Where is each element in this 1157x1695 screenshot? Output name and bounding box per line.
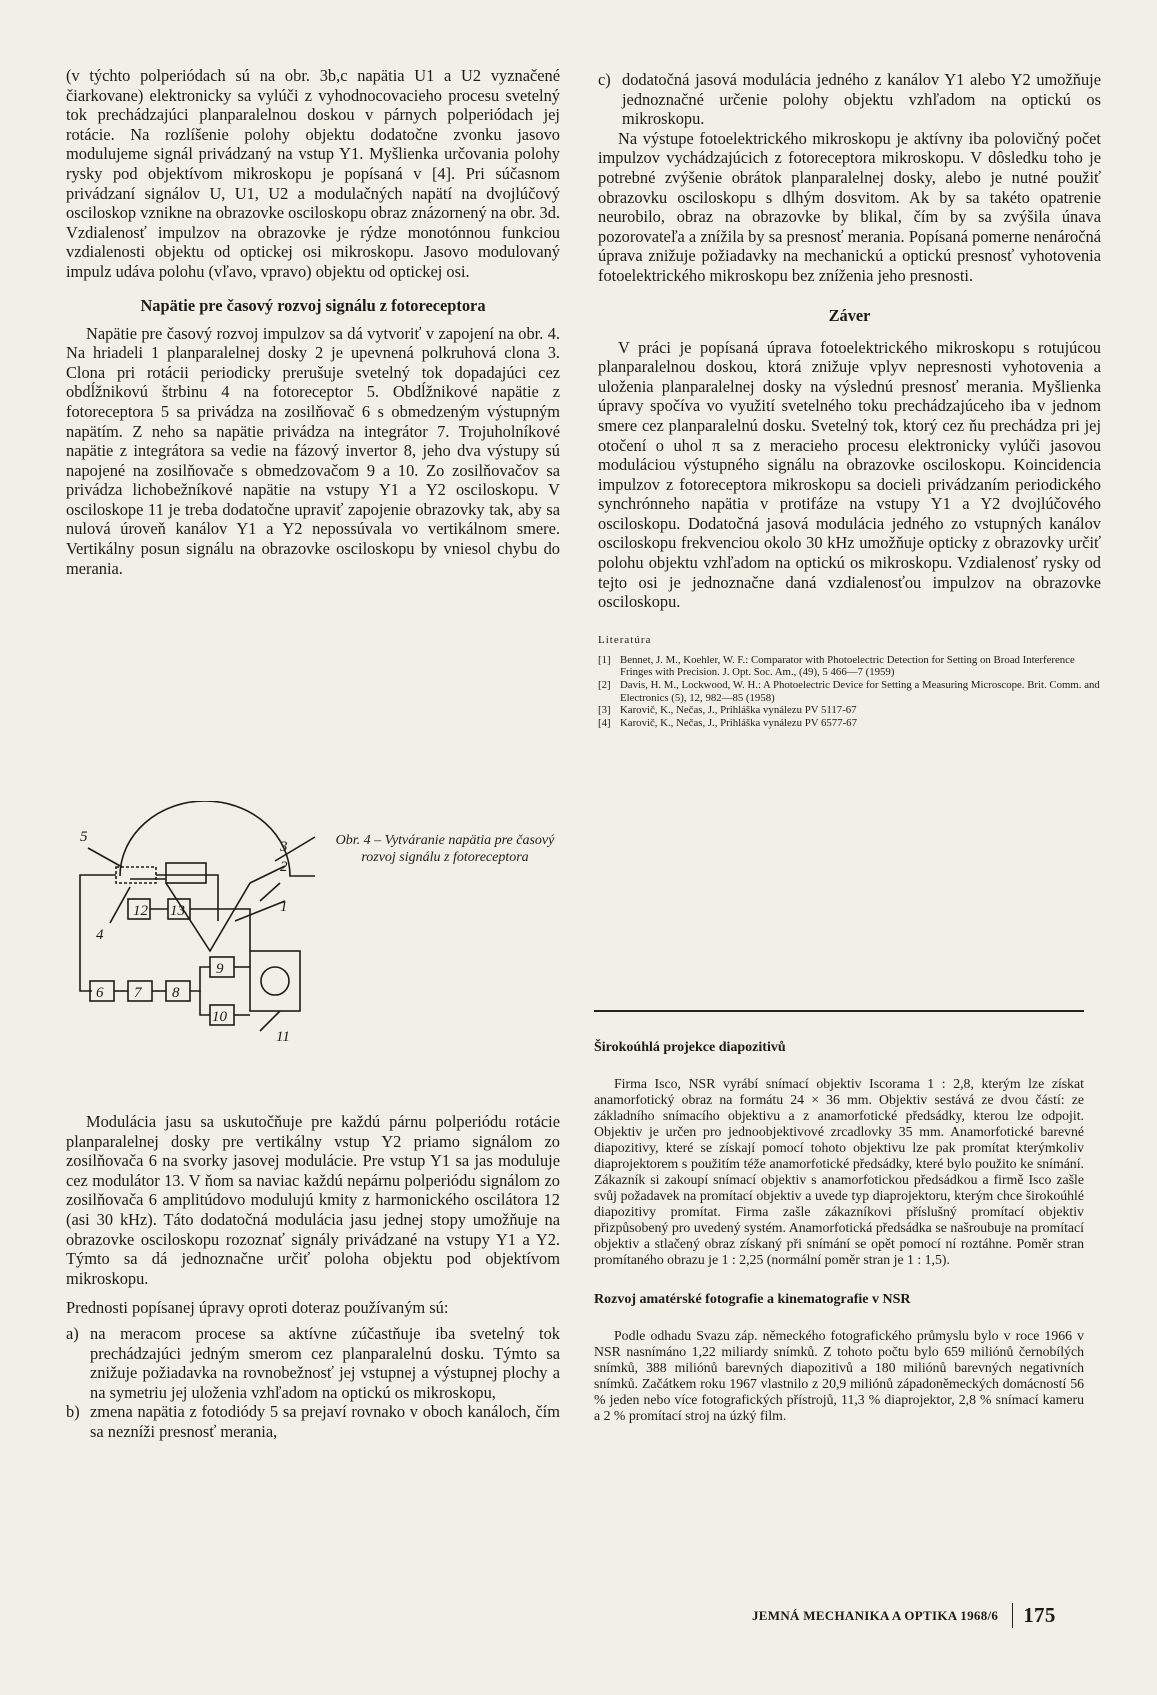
- advantages-list: [66, 1324, 560, 1442]
- paragraph: Napätie pre časový rozvoj impulzov sa dá vytvoriť v zapojení na obr. 4. Na hriadeli 1 planparalelnej dosky 2 je upevnená polkruhová clona 3. Clona pri rotácii periodicky prerušuje svetelný tok dopadajúci cez obdĺžnikovú štrbinu 4 na fotoreceptor 5. Obdĺžnikové napätie z fotoreceptora 5 sa privádza na zosilňovač 6 s obmedzeným výstupným napätím. Z neho sa napätie privádza na integrátor 7. Trojuholníkové napätie z integrátora sa vedie na fázový invertor 8, jeho dva výstupy sú napojené na zosilňovače s obmedzovačom 9 a 10. Zo zosilňovačov sa privádza lichobežníkové napätie na vstupy Y1 a Y2 osciloskopu. V osciloskope 11 je treba dodatočne upraviť zapojenie obrazovky tak, aby sa nulová úroveň kanálov Y1 a Y2 nepossúvala vo vertikálnom smere. Vertikálny posun signálu na obrazovke osciloskopu by vniesol chybu do merania.: [66, 323, 560, 578]
- reference-item: [2] Davis, H. M., Lockwood, W. H.: A Photoelectric Device for Setting a Measuring Microscope. Brit. Comm. and Electronics (5), 12, 982—85 (1958): [598, 679, 1100, 704]
- news-column: [594, 1040, 1084, 1424]
- reference-item: [3] Karovič, K., Nečas, J., Prihláška vynálezu PV 5117-67: [598, 704, 857, 717]
- paragraph: Prednosti popísanej úpravy oproti doteraz používaným sú:: [66, 1298, 449, 1318]
- advantages-list-cont: [598, 70, 1101, 129]
- divider: [594, 1010, 1084, 1012]
- label-11: 11: [276, 1029, 290, 1045]
- section-heading: Záver: [828, 305, 871, 325]
- photoreceptor-box: [116, 867, 156, 883]
- paragraph: Na výstupe fotoelektrického mikroskopu je aktívny iba polovičný počet impulzov vychádzajúcich z fotoreceptora mikroskopu. V dôsledku toho je potrebné zvýšenie obrátok planparalelnej dosky, alebo je nutné použiť obrazovku osciloskopu s dlhým dosvitom. Ak by sa takéto opatrenie neurobilo, obraz na obrazovke by blikal, čím by sa zvýšila únava pozorovateľa a znížila by sa presnosť merania. Popísaná pomerne nenáročná úprava znižuje požiadavky na mechanickú a optickú presnosť vyhotovenia fotoelektrického mikroskopu bez zníženia jeho presnosti.: [598, 128, 1101, 285]
- label-6: 6: [96, 985, 104, 1001]
- page-number: 175: [1012, 1603, 1055, 1628]
- label-5: 5: [80, 829, 88, 845]
- label-1: 1: [280, 899, 288, 915]
- label-4: 4: [96, 927, 104, 943]
- page-footer: [752, 1603, 1056, 1628]
- left-column: [66, 66, 560, 578]
- left-column-lower: [66, 1112, 560, 1442]
- reference-item: [1] Bennet, J. M., Koehler, W. F.: Comparator with Photoelectric Detection for Setting on Broad Interference Fringes with Precision. J. Opt. Soc. Am., (49), 5 466—7 (1959): [598, 653, 1075, 679]
- list-item: a) na meracom procese sa aktívne zúčastňuje iba svetelný tok prechádzajúci jedným smerom cez planparalelnú dosku. Týmto sa znižuje požiadavka na rovnobežnosť jej vstupnej a výstupnej plochy a na symetriu jej uloženia vzhľadom na optickú os mikroskopu,: [66, 1323, 560, 1402]
- label-10: 10: [212, 1009, 227, 1025]
- label-3: 3: [280, 839, 288, 855]
- section-heading: Napätie pre časový rozvoj signálu z fotoreceptora: [140, 295, 486, 315]
- paragraph: (v týchto polperiódach sú na obr. 3b,c napätia U1 a U2 vyznačené čiarkovane) elektronicky sa vylúči z vyhodnocovacieho procesu svetelný tok prechádzajúci planparalelnou doskou v párnych polperiódach jej rotácie. Na rozlíšenie polohy objektu dodatočne zvonku jasovo modulujeme signál privádzaný na vstup Y1. Myšlienka určovania polohy rysky pod objektívom mikroskopu je popísaná v [4]. Pri súčasnom privádzaní signálov U, U1, U2 a modulačných napätí na dvojlúčový osciloskop vznikne na obrazovke osciloskopu obraz znázornený na obr. 3d. Vzdialenosť impulzov na obrazovke je rýdze monotónnou funkciou vzdialenosti objektu od optickej osi mikroskopu. Jasovo modulovaný impulz udáva polohu (vľavo, vpravo) objektu od optickej osi.: [66, 66, 560, 281]
- label-12: 12: [133, 903, 148, 919]
- label-9: 9: [216, 961, 224, 977]
- list-item: b) zmena napätia z fotodiódy 5 sa prejaví rovnako v oboch kanáloch, čím sa nezníži presnosť merania,: [66, 1402, 560, 1441]
- label-8: 8: [172, 985, 180, 1001]
- label-7: 7: [134, 985, 142, 1001]
- references-title: Literatúra: [598, 633, 652, 646]
- right-column: [598, 70, 1101, 729]
- news-heading: Rozvoj amatérské fotografie a kinematografie v NSR: [594, 1292, 911, 1307]
- label-13: 13: [170, 903, 185, 919]
- news-heading: Širokoúhlá projekce diapozitivů: [594, 1040, 786, 1055]
- paragraph: V práci je popísaná úprava fotoelektrického mikroskopu s rotujúcou planparalelnou doskou, ktorá znižuje vplyv nepresnosti vyhotovenia a uloženia planparalelnej dosky na výslednú presnosť merania. Myšlienka úpravy spočíva vo využití svetelného toku prechádzajúceho iba v jednom smere cez planparalelnú dosku. Svetelný tok, ktorý cez ňu prechádza pri jej otočení o uhol π sa z meracieho procesu elektronicky vylúči jasovou moduláciou výstupného signálu na obrazovke osciloskopu. Koincidencia impulzov z fotoreceptora mikroskopu sa docieli privádzaním periodického synchrónneho napätia v protifáze na vstupy Y1 a Y2 dvojlúčového osciloskopu. Dodatočná jasová modulácia jedného zo vstupných kanálov osciloskopu frekvenciou okolo 30 kHz umožňuje opticky z obrazovky určiť polohu objektu vzhľadom na optickú os mikroskopu. Vzdialenosť rysky od tejto osi je jednoznačne daná vzdialenosťou impulzov na obrazovke osciloskopu.: [598, 337, 1101, 612]
- paragraph: Firma Isco, NSR vyrábí snímací objektiv Iscorama 1 : 2,8, kterým lze získat anamorfotický obraz na formátu 24 × 36 mm. Objektiv sestává ze dvou částí: ze základního snímacího objektivu a z anamorfotické předsádky, kterou lze odpojit. Objektiv je určen pro jednoobjektivové zrcadlovky 35 mm. Anamorfotické barevné diapozitivy, které se získají pomocí tohoto objektivu lze pak promítat kterýmkoliv diaprojektorem s použitím téže anamorfotické předsádky, které bylo použito ke snímání. Zákazník si zakoupí snímací objektiv s anamorfotickou předsádkou a firmě Isco zašle svůj požadavek na promítací objektiv a uvede typ diaprojektoru, kterým chce širokoúhlé diapozitivy promítat. Firma zašle zákazníkovi příslušný promítací objektiv přizpůsobený pro uvedený systém. Anamorfotická předsádka se našroubuje na promítací objektiv a stlačený obraz získaný při snímání se opět pomocí ní roztáhne. Poměr stran promítaného obrazu je 1 : 2,25 (normální poměr stran je 1 : 1,5).: [594, 1076, 1084, 1267]
- list-item: c) dodatočná jasová modulácia jedného z kanálov Y1 alebo Y2 umožňuje jednoznačné určenie polohy objektu vzhľadom na optickú os mikroskopu.: [598, 70, 1101, 129]
- reference-item: [4] Karovič, K., Nečas, J., Prihláška vynálezu PV 6577-67: [598, 716, 857, 729]
- label-2: 2: [280, 859, 288, 875]
- paragraph: Modulácia jasu sa uskutočňuje pre každú párnu polperiódu rotácie planparalelnej dosky pre vertikálny vstup Y2 priamo signálom zo zosilňovača 6 na svorky jasovej modulácie. Pre vstup Y1 sa jas moduluje cez modulátor 13. V ňom sa naviac každú nepárnu polperiódu signálom zo zosilňovača 6 amplitúdovo modulujú kmity z harmonického oscilátora 12 (asi 30 kHz). Táto dodatočná modulácia jasu jednej stopy umožňuje na obrazovke osciloskopu rozoznať signály privádzané na vstupy Y1 a Y2. Týmto sa dá jednoznačne určiť poloha objektu pod objektívom mikroskopu.: [66, 1112, 560, 1288]
- journal-name: JEMNÁ MECHANIKA A OPTIKA 1968/6: [752, 1607, 999, 1623]
- references-list: [598, 654, 1101, 730]
- slit-box: [166, 863, 206, 883]
- figure-caption: Obr. 4 – Vytváranie napätia pre časový rozvoj signálu z fotoreceptora: [335, 833, 555, 865]
- paragraph: Podle odhadu Svazu záp. německého fotografického průmyslu bylo v roce 1966 v NSR nasnímáno 1,22 miliardy snímků. Z tohoto počtu bylo 659 miliónů černobílých snímků, 388 miliónů barevných diapozitivů a 180 miliónů barevných negativních snímků. Začátkem roku 1967 vlastnilo z 20,9 miliónů západoněmeckých domácností 56 % jeden nebo více fotografických přístrojů, 11,3 % diaprojektor, 2,8 % snímací kameru a 2 % promítací stroj na úzký film.: [594, 1328, 1084, 1423]
